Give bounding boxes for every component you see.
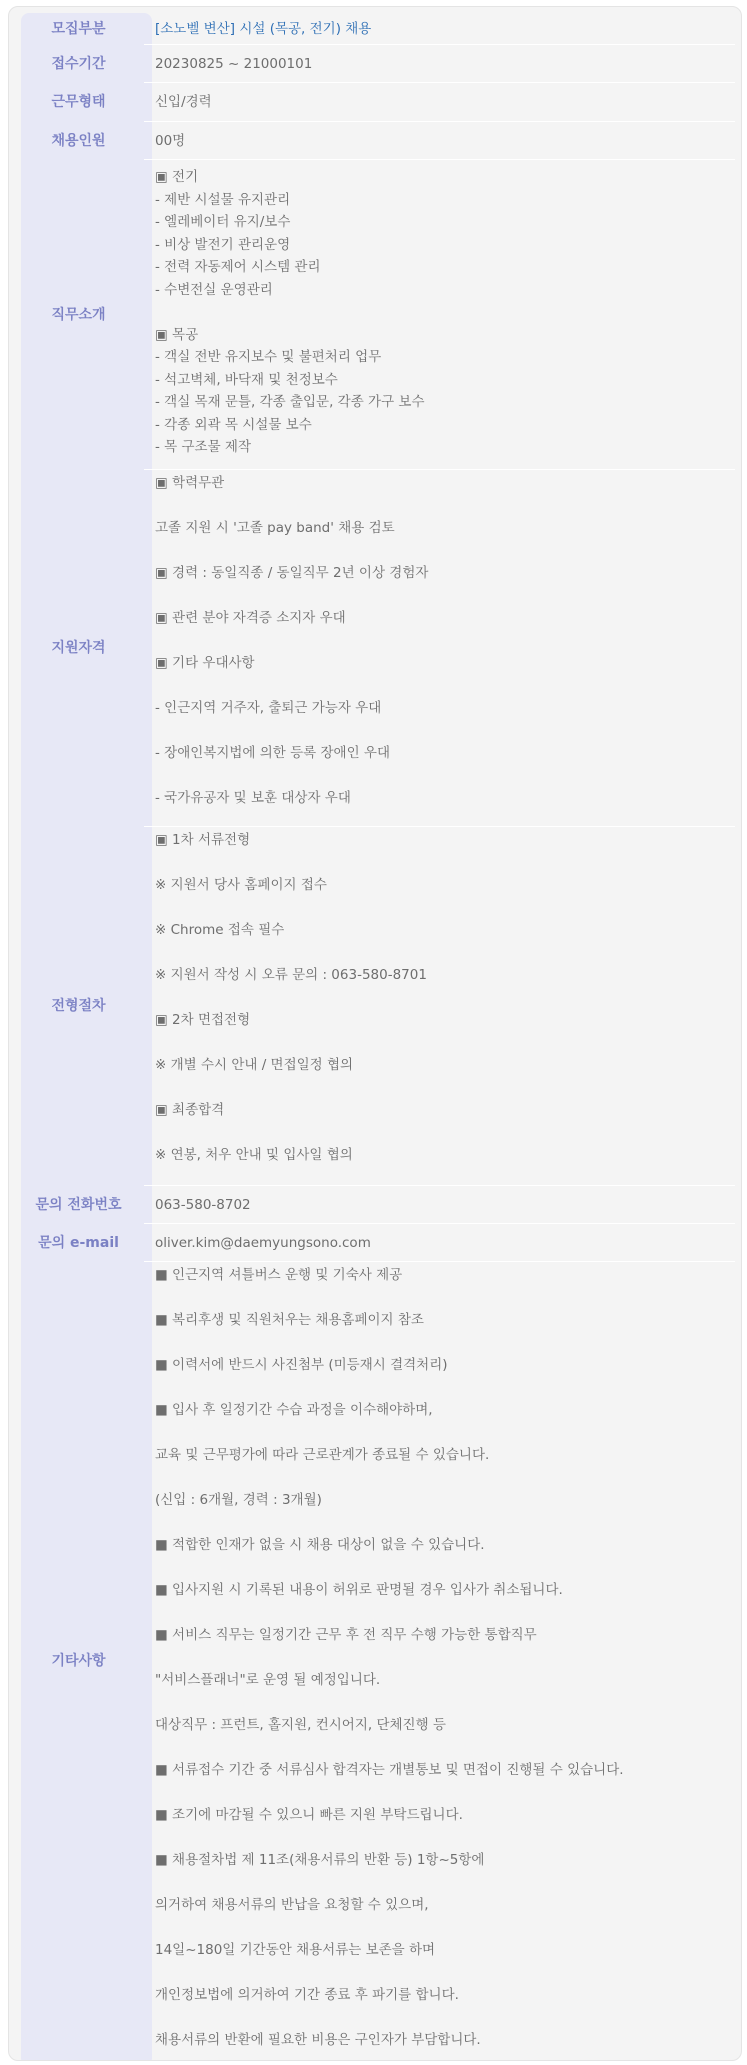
job-intro-line: - 객실 전반 유지보수 및 불편처리 업무 xyxy=(155,349,382,365)
etc-line: 개인정보법에 의거하여 기간 종료 후 파기를 합니다. xyxy=(155,1987,459,2003)
row-contact-email xyxy=(9,1224,741,1262)
job-intro-line: - 석고벽체, 바닥재 및 천정보수 xyxy=(155,371,338,388)
job-intro-line: - 엘레베이터 유지/보수 xyxy=(155,214,291,230)
qualification-line: ▣ 기타 우대사항 xyxy=(155,655,255,671)
etc-lines xyxy=(155,1264,731,2052)
value-contact-email[interactable]: oliver.kim@daemyungsono.com xyxy=(155,1235,371,1251)
process-lines xyxy=(155,829,731,1167)
job-intro-line: ▣ 전기 xyxy=(155,169,199,185)
etc-line: ■ 인근지역 셔틀버스 운행 및 기숙사 제공 xyxy=(155,1267,403,1283)
label-contact-email: 문의 e-mail xyxy=(38,1235,119,1251)
qualification-line: ▣ 경력 : 동일직종 / 동일직무 2년 이상 경험자 xyxy=(155,565,429,581)
process-line: ※ Chrome 접속 필수 xyxy=(155,922,285,938)
etc-line: ■ 서류접수 기간 중 서류심사 합격자는 개별통보 및 면접이 진행될 수 있습니다. xyxy=(155,1762,624,1778)
row-application-period xyxy=(9,45,741,83)
etc-line: ■ 복리후생 및 직원처우는 채용홈페이지 참조 xyxy=(155,1312,424,1328)
job-intro-line: - 객실 목재 문틀, 각종 출입문, 각종 가구 보수 xyxy=(155,394,425,410)
qualification-line: - 국가유공자 및 보훈 대상자 우대 xyxy=(155,790,351,806)
job-intro-line: - 각종 외곽 목 시설물 보수 xyxy=(155,416,312,433)
label-job-intro: 직무소개 xyxy=(51,307,106,323)
value-recruit-section: [소노벨 변산] 시설 (목공, 전기) 채용 xyxy=(155,21,372,37)
value-contact-phone: 063-580-8702 xyxy=(155,1197,251,1213)
job-intro-line xyxy=(155,301,731,324)
label-recruit-section: 모집부분 xyxy=(51,21,106,37)
job-intro-line: - 비상 발전기 관리운영 xyxy=(155,236,291,253)
etc-line: ■ 입사 후 일정기간 수습 과정을 이수해야하며, xyxy=(155,1402,433,1418)
etc-line: ■ 입사지원 시 기록된 내용이 허위로 판명될 경우 입사가 취소됩니다. xyxy=(155,1582,563,1598)
label-employment-type: 근무형태 xyxy=(51,94,106,110)
etc-line: ■ 조기에 마감될 수 있으니 빠른 지원 부탁드립니다. xyxy=(155,1807,463,1823)
process-line: ※ 연봉, 처우 안내 및 입사일 협의 xyxy=(155,1147,353,1163)
qualification-line: 고졸 지원 시 '고졸 pay band' 채용 검토 xyxy=(155,520,395,536)
row-recruit-section xyxy=(9,13,741,45)
value-application-period: 20230825 ~ 21000101 xyxy=(155,56,313,72)
job-posting-table xyxy=(8,6,742,2061)
etc-line: (신입 : 6개월, 경력 : 3개월) xyxy=(155,1492,322,1508)
row-contact-phone xyxy=(9,1186,741,1224)
etc-line: ■ 적합한 인재가 없을 시 채용 대상이 없을 수 있습니다. xyxy=(155,1537,485,1553)
job-intro-line: - 목 구조물 제작 xyxy=(155,439,251,455)
qualification-lines xyxy=(155,472,731,810)
qualification-line: ▣ 관련 분야 자격증 소지자 우대 xyxy=(155,610,346,626)
etc-line: 교육 및 근무평가에 따라 근로관계가 종료될 수 있습니다. xyxy=(155,1447,490,1463)
value-employment-type: 신입/경력 xyxy=(155,94,212,110)
value-headcount: 00명 xyxy=(155,133,186,149)
row-job-intro xyxy=(9,160,741,470)
process-line: ▣ 최종합격 xyxy=(155,1102,225,1118)
label-contact-phone: 문의 전화번호 xyxy=(35,1197,122,1213)
row-qualification xyxy=(9,470,741,827)
qualification-line: - 장애인복지법에 의한 등록 장애인 우대 xyxy=(155,745,390,761)
row-process xyxy=(9,827,741,1186)
job-intro-line: - 전력 자동제어 시스템 관리 xyxy=(155,259,321,275)
job-intro-lines xyxy=(155,166,731,459)
process-line: ▣ 1차 서류전형 xyxy=(155,832,251,848)
etc-line: 14일~180일 기간동안 채용서류는 보존을 하며 xyxy=(155,1942,436,1958)
row-headcount xyxy=(9,122,741,160)
job-intro-line: ▣ 목공 xyxy=(155,326,199,343)
label-qualification: 지원자격 xyxy=(51,640,106,656)
process-line: ▣ 2차 면접전형 xyxy=(155,1012,251,1028)
label-etc: 기타사항 xyxy=(51,1653,106,1669)
etc-line: "서비스플래너"로 운영 될 예정입니다. xyxy=(155,1672,381,1688)
etc-line: 대상직무 : 프런트, 홀지원, 컨시어지, 단체진행 등 xyxy=(155,1717,446,1733)
etc-line: 채용서류의 반환에 필요한 비용은 구인자가 부담합니다. xyxy=(155,2032,481,2048)
job-intro-line: - 수변전실 운영관리 xyxy=(155,281,273,298)
label-application-period: 접수기간 xyxy=(51,56,106,72)
job-intro-line: - 제반 시설물 유지관리 xyxy=(155,191,291,208)
etc-line: 의거하여 채용서류의 반납을 요청할 수 있으며, xyxy=(155,1897,429,1913)
etc-line: ■ 이력서에 반드시 사진첨부 (미등재시 결격처리) xyxy=(155,1357,448,1373)
qualification-line: ▣ 학력무관 xyxy=(155,475,225,491)
process-line: ※ 지원서 작성 시 오류 문의 : 063-580-8701 xyxy=(155,967,427,983)
process-line: ※ 개별 수시 안내 / 면접일정 협의 xyxy=(155,1057,354,1073)
row-etc xyxy=(9,1262,741,2060)
label-process: 전형절차 xyxy=(51,998,106,1014)
process-line: ※ 지원서 당사 홈페이지 접수 xyxy=(155,877,327,893)
qualification-line: - 인근지역 거주자, 출퇴근 가능자 우대 xyxy=(155,700,382,716)
label-headcount: 채용인원 xyxy=(51,133,106,149)
etc-line: ■ 채용절차법 제 11조(채용서류의 반환 등) 1항~5항에 xyxy=(155,1852,485,1868)
row-employment-type xyxy=(9,83,741,122)
etc-line: ■ 서비스 직무는 일정기간 근무 후 전 직무 수행 가능한 통합직무 xyxy=(155,1627,537,1643)
